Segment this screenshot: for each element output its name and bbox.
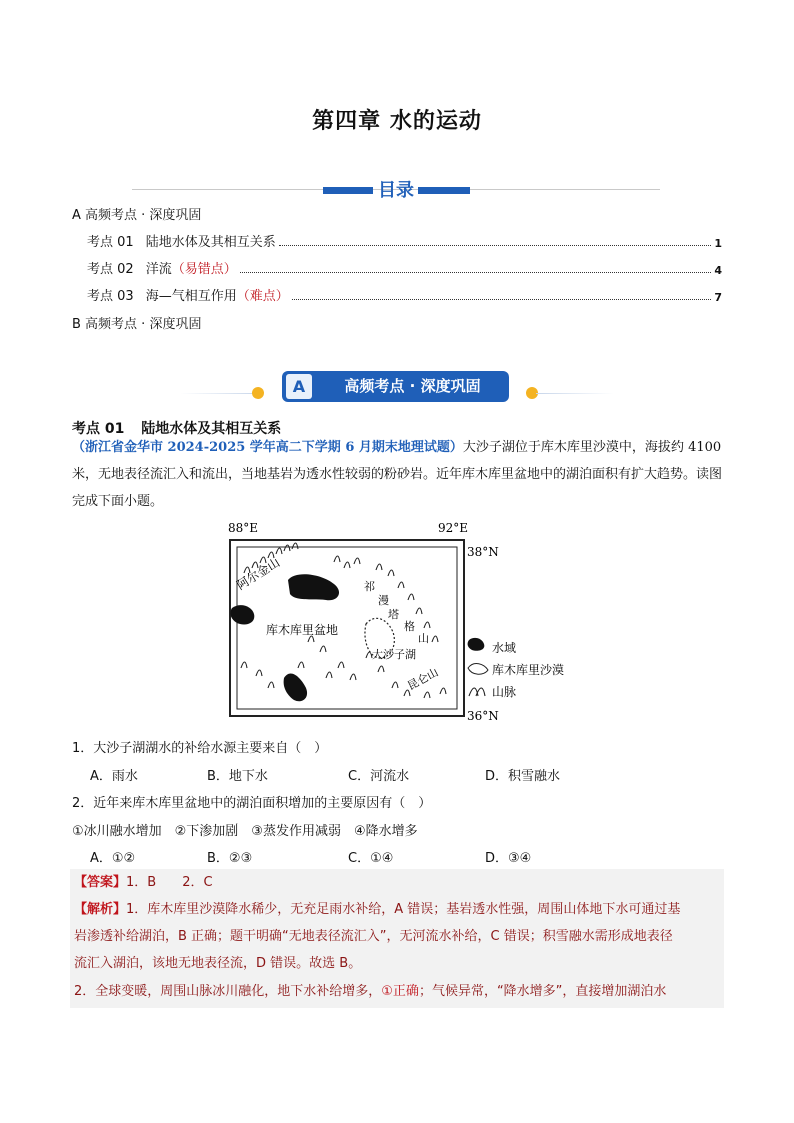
analysis-text-4c: ；气候异常，“降水增多”，直接增加湖泊水 <box>418 984 667 999</box>
mountain-label-altun: 阿尔金山 <box>234 555 283 593</box>
legend-desert-label: 库木库里沙漠 <box>492 663 565 677</box>
question-2-stem: 2．近年来库木库里盆地中的湖泊面积增加的主要原因有（ ） <box>72 796 432 811</box>
question-1-stem: 1．大沙子湖湖水的补给水源主要来自（ ） <box>72 741 328 756</box>
toc-item-page: 4 <box>714 264 722 277</box>
toc-item-note: （难点） <box>236 289 289 304</box>
banner-dot-left <box>252 387 264 399</box>
toc-item-label: 考点 01 <box>87 235 134 250</box>
lat-bottom-label: 36°N <box>467 709 499 723</box>
answer-text: 1．B 2．C <box>126 875 213 890</box>
toc-item-label: 考点 03 <box>87 289 134 304</box>
toc-bar-right <box>418 187 470 194</box>
toc-item-text: 海—气相互作用 <box>145 289 237 304</box>
answer-label: 【答案】 <box>74 875 127 890</box>
toc-bar-left <box>323 187 373 194</box>
toc-item-text: 洋流 <box>145 262 172 277</box>
banner-line-left <box>180 393 258 394</box>
banner-letter: A <box>286 374 312 399</box>
question-source: （浙江省金华市 2024-2025 学年高二下学期 6 月期末地理试题） <box>72 440 463 455</box>
mountain-label-qimantag-5: 山 <box>418 632 429 645</box>
toc-item[interactable] <box>87 259 722 277</box>
mountain-label-qimantag-3: 塔 <box>388 608 399 621</box>
lon-left-label: 88°E <box>228 521 259 535</box>
toc-item-label: 考点 02 <box>87 262 134 277</box>
map-svg <box>226 518 576 726</box>
option-1d[interactable]: D．积雪融水 <box>485 769 561 784</box>
banner-line-right <box>536 393 614 394</box>
intro-text-2: 约 4100 米，无地表径流汇入和流出，当地基岩为透水性较弱的粉砂岩。近年库木库里盆地中的湖泊面积有扩大趋势。读图完成下面小题。 <box>72 440 723 509</box>
question-2-statements: ①冰川融水增加 ②下渗加剧 ③蒸发作用减弱 ④降水增多 <box>72 824 418 839</box>
mountain-label-qimantag-2: 漫 <box>378 594 389 607</box>
mountain-label-kunlun: 昆仑山 <box>405 665 441 693</box>
map-figure <box>226 518 576 726</box>
analysis-text-4a: 2．全球变暖，周围山脉冰川融化，地下水补给增多， <box>74 984 382 999</box>
lat-top-label: 38°N <box>467 545 499 559</box>
kaodian-name: 陆地水体及其相互关系 <box>141 421 282 437</box>
page-title: 第四章 水的运动 <box>312 109 482 134</box>
toc-leader <box>240 272 712 273</box>
analysis-line-4 <box>74 978 722 1005</box>
toc-heading: 目录 <box>378 180 414 201</box>
analysis-line-1 <box>74 896 722 923</box>
analysis-text-4b: ①正确 <box>381 984 419 999</box>
toc-item-text: 陆地水体及其相互关系 <box>145 235 276 250</box>
toc-leader <box>279 245 712 246</box>
analysis-label: 【解析】 <box>74 902 127 917</box>
analysis-line-2: 岩渗透补给湖泊，B 正确；题干明确“无地表径流汇入”，无河流水补给，C 错误；积雪融水需形成地表径 <box>74 929 673 944</box>
option-1c[interactable]: C．河流水 <box>348 769 410 784</box>
mountain-label-qimantag-1: 祁 <box>364 580 375 593</box>
toc-item[interactable] <box>87 232 722 250</box>
toc-item[interactable] <box>87 286 722 304</box>
option-2d[interactable]: D．③④ <box>485 851 532 866</box>
toc-item-page: 7 <box>714 291 722 304</box>
basin-label: 库木库里盆地 <box>266 623 339 637</box>
kaodian-label: 考点 01 <box>72 421 125 437</box>
option-2c[interactable]: C．①④ <box>348 851 394 866</box>
mountain-label-qimantag-4: 格 <box>404 620 415 633</box>
toc-leader <box>292 299 712 300</box>
banner-title: 高频考点 · 深度巩固 <box>344 377 481 395</box>
intro-text-1: 大沙子湖位于库木库里沙漠中，海拔 <box>462 440 671 455</box>
option-1a[interactable]: A．雨水 <box>90 769 138 784</box>
toc-item-note: （易错点） <box>171 262 237 277</box>
legend-mountain-label: 山脉 <box>492 685 517 699</box>
option-2a[interactable]: A．①② <box>90 851 136 866</box>
toc-section-b[interactable]: B 高频考点 · 深度巩固 <box>72 317 202 332</box>
lon-right-label: 92°E <box>438 521 469 535</box>
lake-label: 大沙子湖 <box>372 648 416 661</box>
legend-water-label: 水域 <box>492 641 517 655</box>
analysis-line-3: 流汇入湖泊，该地无地表径流，D 错误。故选 B。 <box>74 956 362 971</box>
analysis-text-1: 1．库木库里沙漠降水稀少，无充足雨水补给，A 错误；基岩透水性强，周围山体地下水可通过基 <box>126 902 681 917</box>
answer-line <box>74 869 722 896</box>
option-2b[interactable]: B．②③ <box>207 851 253 866</box>
toc-section-a[interactable]: A 高频考点 · 深度巩固 <box>72 208 202 223</box>
toc-item-page: 1 <box>714 237 722 250</box>
option-1b[interactable]: B．地下水 <box>207 769 268 784</box>
intro-paragraph <box>72 434 722 515</box>
